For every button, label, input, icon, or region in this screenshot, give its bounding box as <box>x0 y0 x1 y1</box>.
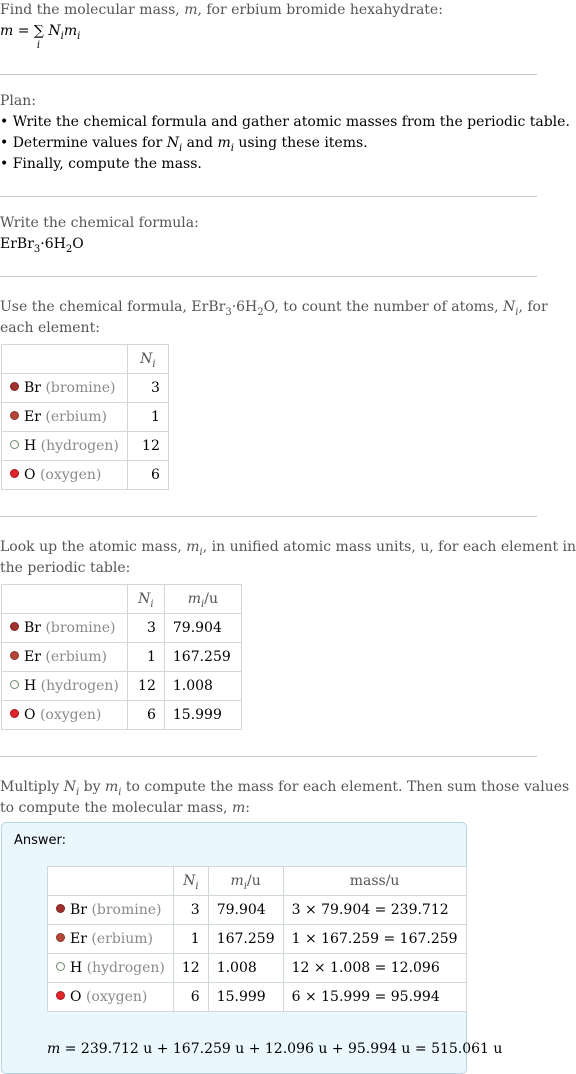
N-cell: 12 <box>127 672 164 701</box>
mass-text-line1: Look up the atomic mass, $m_i$, in unified atomic mass units, u, for each element in <box>0 539 576 558</box>
header-m: $m_i/u$ <box>208 867 283 896</box>
hydrogen-dot-icon <box>10 680 19 689</box>
m-cell: 167.259 <box>208 925 283 954</box>
count-text-line2: each element: <box>0 320 100 336</box>
erbium-dot-icon <box>56 933 65 942</box>
element-cell: H (hydrogen) <box>2 432 128 461</box>
N-cell: 3 <box>173 896 208 925</box>
element-cell: O (oxygen) <box>2 461 128 490</box>
table-row <box>48 925 467 954</box>
table-row <box>2 643 242 672</box>
table-row <box>2 374 169 403</box>
header-N: $N_i$ <box>127 345 168 374</box>
bromine-dot-icon <box>10 622 19 631</box>
element-cell: Br (bromine) <box>48 896 174 925</box>
divider <box>0 756 537 757</box>
header-N: $N_i$ <box>173 867 208 896</box>
answer-table <box>47 866 467 1012</box>
count-table <box>1 344 169 490</box>
divider <box>0 276 537 277</box>
N-cell: 1 <box>127 403 168 432</box>
table-row <box>2 432 169 461</box>
multiply-text-line1: Multiply $N_i$ by $m_i$ to compute the mass for each element. Then sum those values <box>0 779 570 798</box>
m-cell: 1.008 <box>208 954 283 983</box>
mass-table <box>1 584 242 730</box>
erbium-dot-icon <box>10 651 19 660</box>
formula-label: Write the chemical formula: <box>0 215 199 231</box>
intro-formula: m = ∑ i $N_im_i$ <box>0 23 81 51</box>
element-cell: O (oxygen) <box>48 983 174 1012</box>
N-cell: 1 <box>127 643 164 672</box>
N-cell: 3 <box>127 374 168 403</box>
erbium-dot-icon <box>10 411 19 420</box>
table-row <box>48 983 467 1012</box>
header-N: $N_i$ <box>127 585 164 614</box>
answer-box <box>1 822 503 1074</box>
plan-title: Plan: <box>0 93 36 109</box>
N-cell: 6 <box>173 983 208 1012</box>
header-element <box>2 345 128 374</box>
N-cell: 6 <box>127 461 168 490</box>
plan-item-2: • Determine values for $N_i$ and $m_i$ using these items. <box>0 135 368 154</box>
mass-cell: 12 × 1.008 = 12.096 <box>283 954 466 983</box>
mass-text-line2: the periodic table: <box>0 560 131 576</box>
bromine-dot-icon <box>10 382 19 391</box>
hydrogen-dot-icon <box>10 440 19 449</box>
header-element <box>2 585 128 614</box>
N-cell: 6 <box>127 701 164 730</box>
table-row <box>2 701 242 730</box>
m-cell: 1.008 <box>164 672 241 701</box>
element-cell: Er (erbium) <box>2 643 128 672</box>
hydrogen-dot-icon <box>56 962 65 971</box>
mass-cell: 1 × 167.259 = 167.259 <box>283 925 466 954</box>
element-cell: Er (erbium) <box>48 925 174 954</box>
element-cell: O (oxygen) <box>2 701 128 730</box>
plan-item-1: • Write the chemical formula and gather atomic masses from the periodic table. <box>0 114 570 130</box>
count-section <box>0 297 548 339</box>
final-result: m = 239.712 u + 167.259 u + 12.096 u + 95.994 u = 515.061 u <box>47 1041 503 1057</box>
m-cell: 167.259 <box>164 643 241 672</box>
intro-text: Find the molecular mass, m, for erbium bromide hexahydrate: <box>0 2 443 18</box>
table-row <box>48 896 467 925</box>
bromine-dot-icon <box>56 904 65 913</box>
count-text-line1: Use the chemical formula, $ErBr_3\cdot 6H_2O$, to count the number of atoms, $N_i$, for <box>0 299 548 318</box>
table-row <box>2 461 169 490</box>
table-row <box>2 614 242 643</box>
m-cell: 79.904 <box>164 614 241 643</box>
N-cell: 3 <box>127 614 164 643</box>
multiply-section <box>0 777 570 819</box>
table-header-row <box>2 585 242 614</box>
m-cell: 15.999 <box>208 983 283 1012</box>
divider <box>0 516 537 517</box>
m-cell: 15.999 <box>164 701 241 730</box>
m-cell: 79.904 <box>208 896 283 925</box>
N-cell: 1 <box>173 925 208 954</box>
table-row <box>48 954 467 983</box>
header-m: $m_i/u$ <box>164 585 241 614</box>
oxygen-dot-icon <box>10 469 19 478</box>
divider <box>0 196 537 197</box>
plan-item-3: • Finally, compute the mass. <box>0 156 202 172</box>
multiply-text-line2: to compute the molecular mass, m: <box>0 800 250 816</box>
header-mass: mass/u <box>283 867 466 896</box>
element-cell: Er (erbium) <box>2 403 128 432</box>
element-cell: Br (bromine) <box>2 374 128 403</box>
mass-cell: 6 × 15.999 = 95.994 <box>283 983 466 1012</box>
table-header-row <box>48 867 467 896</box>
N-cell: 12 <box>127 432 168 461</box>
table-header-row <box>2 345 169 374</box>
oxygen-dot-icon <box>56 991 65 1000</box>
formula-section <box>0 213 537 255</box>
answer-title: Answer: <box>14 833 67 848</box>
divider <box>0 74 537 75</box>
plan-section <box>0 91 570 175</box>
chemical-formula: $ErBr_3\cdot 6H_2O$ <box>0 236 84 255</box>
element-cell: H (hydrogen) <box>2 672 128 701</box>
element-cell: H (hydrogen) <box>48 954 174 983</box>
mass-cell: 3 × 79.904 = 239.712 <box>283 896 466 925</box>
header-element <box>48 867 174 896</box>
table-row <box>2 672 242 701</box>
element-cell: Br (bromine) <box>2 614 128 643</box>
table-row <box>2 403 169 432</box>
intro-section <box>0 0 537 51</box>
N-cell: 12 <box>173 954 208 983</box>
mass-section <box>0 537 576 579</box>
oxygen-dot-icon <box>10 709 19 718</box>
